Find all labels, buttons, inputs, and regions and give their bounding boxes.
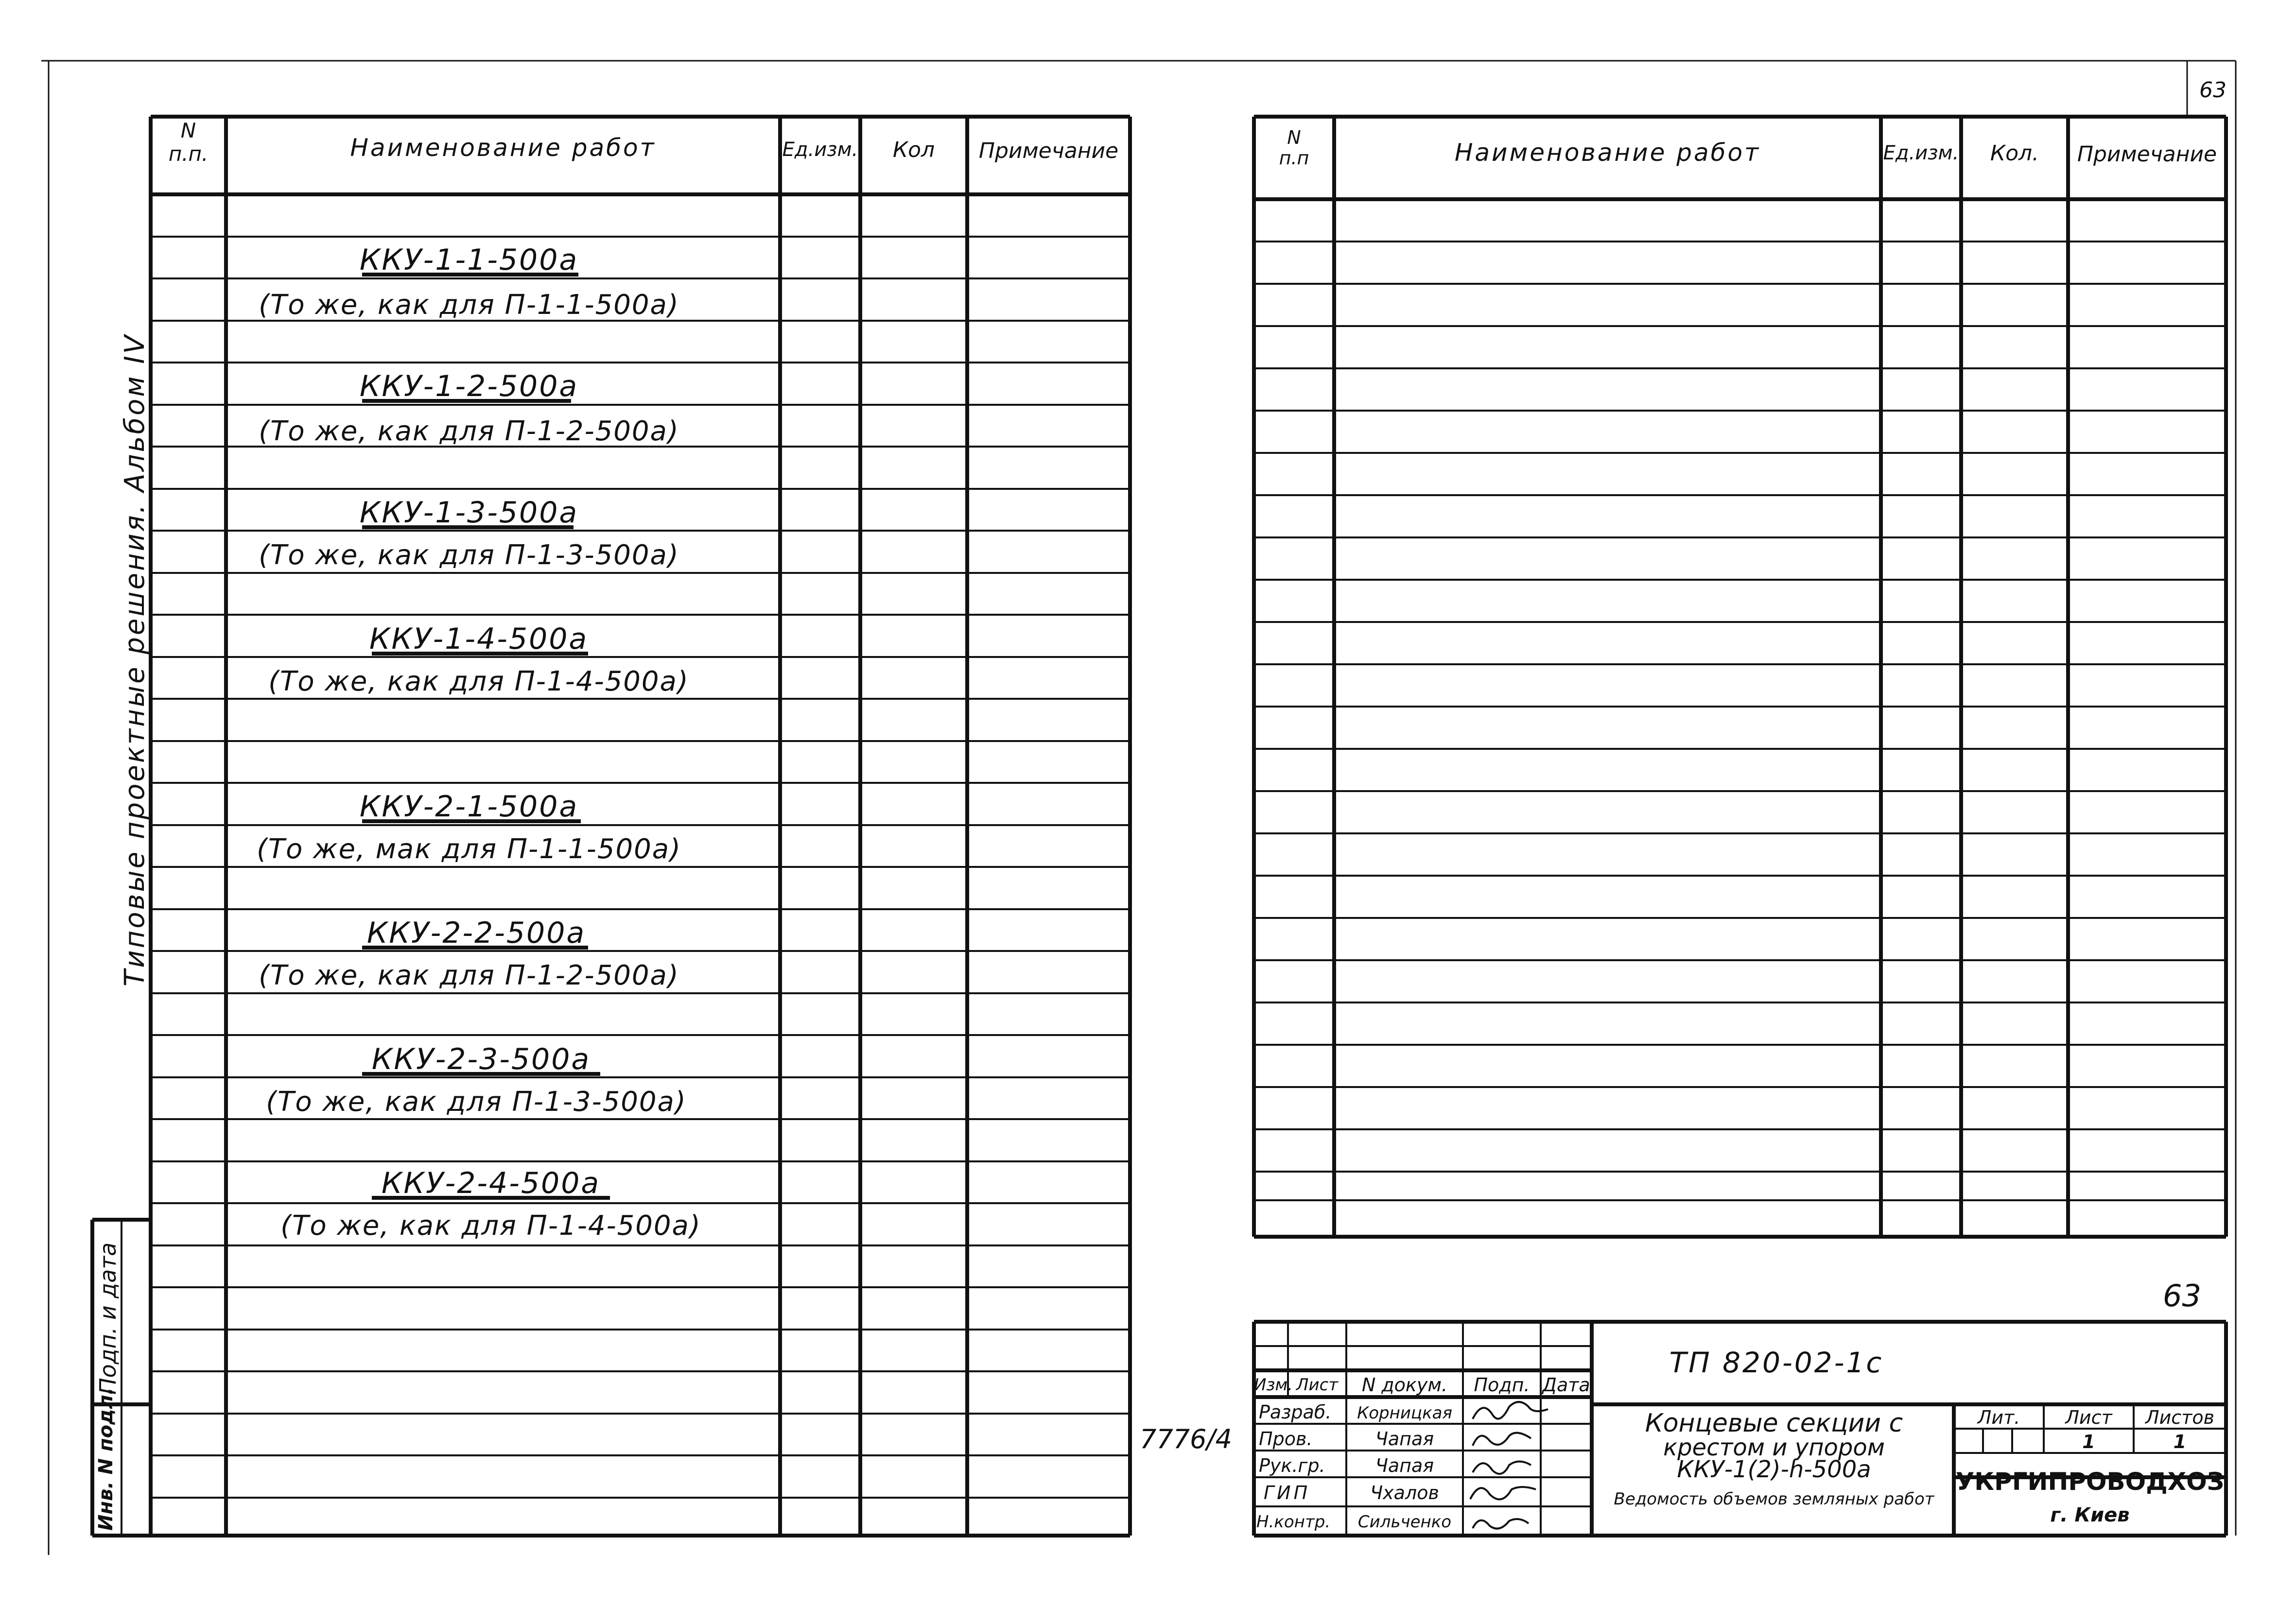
col-sheet: Лист [1296, 1375, 1339, 1395]
item-title: ККУ-1-1-500а [359, 243, 579, 277]
left-header-note: Примечание [978, 138, 1119, 163]
right-header-note: Примечание [2077, 142, 2217, 167]
item-title: ККУ-2-4-500а [381, 1166, 601, 1200]
organization: УКРГИПРОВОДХОЗ [1955, 1468, 2225, 1496]
col-sign: Подп. [1474, 1374, 1530, 1396]
item-subtitle: (То же, как для П-1-3-500а) [266, 1086, 687, 1118]
inventory-number: 7776/4 [1140, 1424, 1232, 1454]
role: Разраб. [1259, 1401, 1332, 1423]
item-title: ККУ-2-2-500а [366, 916, 586, 950]
signature-mark [1473, 1519, 1529, 1529]
role: Пров. [1259, 1428, 1313, 1450]
role-name: Сильченко [1357, 1512, 1452, 1532]
sheets-label: Листов [2145, 1407, 2214, 1428]
page-number-top: 63 [2199, 78, 2226, 103]
signature-mark [1473, 1402, 1548, 1419]
title-line-1: Концевые секции с [1645, 1409, 1903, 1438]
item-title: ККУ-2-3-500а [371, 1042, 591, 1076]
item-subtitle: (То же, мак для П-1-1-500а) [257, 833, 681, 865]
item-subtitle: (То же, как для П-1-4-500а) [280, 1210, 701, 1242]
role: ГИП [1264, 1482, 1311, 1503]
right-header-name: Наименование работ [1454, 138, 1761, 167]
title-line-2: крестом и упором [1663, 1434, 1885, 1461]
sheet-label: Лист [2065, 1407, 2112, 1428]
item-subtitle: (То же, как для П-1-4-500а) [268, 666, 689, 697]
city: г. Киев [2050, 1504, 2130, 1526]
right-header-num: N п.п [1279, 127, 1309, 169]
item-title: ККУ-1-3-500а [359, 496, 579, 530]
stage-label: Лит. [1977, 1407, 2020, 1428]
item-title: ККУ-1-2-500а [359, 369, 579, 403]
sheets-value: 1 [2173, 1431, 2187, 1452]
role: Рук.гр. [1259, 1455, 1325, 1476]
right-header-unit: Ед.изм. [1883, 142, 1959, 164]
item-title: ККУ-1-4-500а [369, 622, 589, 656]
role-name: Чапая [1375, 1455, 1434, 1476]
col-doc: N докум. [1361, 1374, 1448, 1396]
signature-mark [1470, 1487, 1536, 1499]
sheet-value: 1 [2082, 1431, 2095, 1452]
item-subtitle: (То же, как для П-1-3-500а) [259, 539, 679, 571]
left-header-name: Наименование работ [350, 134, 656, 162]
right-header-qty: Кол. [1990, 141, 2039, 166]
item-subtitle: (То же, как для П-1-1-500а) [259, 289, 679, 321]
col-date: Дата [1542, 1374, 1590, 1396]
role-name: Корницкая [1357, 1403, 1452, 1423]
item-title: ККУ-2-1-500а [359, 790, 579, 824]
sign-date-label: Подп. и дата [95, 1242, 121, 1395]
left-header-qty: Кол [892, 138, 935, 162]
left-header-unit: Ед.изм. [782, 138, 858, 161]
item-subtitle: (То же, как для П-1-2-500а) [259, 960, 679, 991]
album-label: Типовые проектные решения. Альбом IV [119, 333, 151, 986]
doc-code: ТП 820-02-1с [1669, 1346, 1884, 1379]
title-line-3: ККУ-1(2)-h-500а [1677, 1456, 1871, 1483]
page-number-stamp: 63 [2163, 1278, 2201, 1313]
left-header-num: N п.п. [168, 119, 209, 166]
sheet-title: Ведомость объемов земляных работ [1614, 1489, 1934, 1509]
col-change: Изм. [1254, 1375, 1293, 1395]
inv-number-label: Инв. N подл. [95, 1387, 117, 1531]
role-name: Чапая [1375, 1428, 1434, 1450]
item-subtitle: (То же, как для П-1-2-500а) [259, 415, 679, 447]
role: Н.контр. [1256, 1512, 1331, 1532]
signature-mark [1473, 1433, 1531, 1446]
signature-mark [1473, 1462, 1531, 1474]
role-name: Чхалов [1370, 1482, 1439, 1503]
